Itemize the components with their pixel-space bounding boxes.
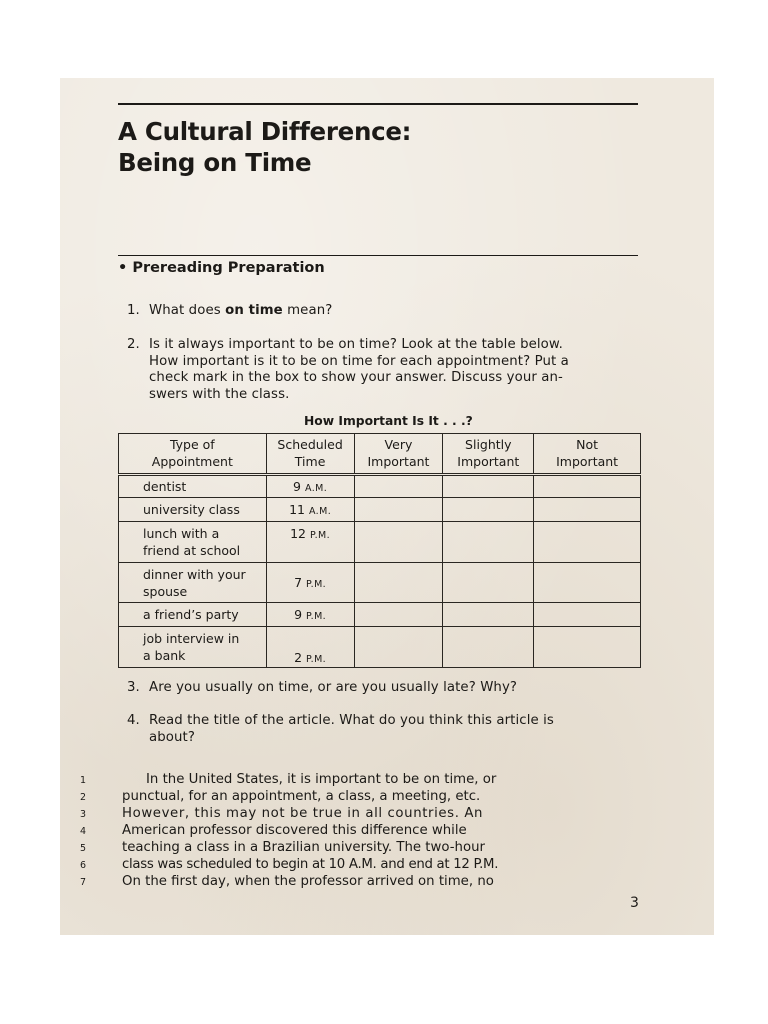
question-line: How important is it to be on time for each appointment? Put a — [149, 353, 569, 369]
question-line: check mark in the box to show your answer. Discuss your an- — [149, 370, 563, 386]
question-text — [149, 337, 569, 403]
table-caption: How Important Is It . . .? — [304, 414, 473, 428]
appointment-type: lunch with a friend at school — [119, 522, 267, 563]
appointment-type: university class — [119, 498, 267, 522]
question-line: Are you usually on time, or are you usually late? Why? — [149, 680, 518, 695]
scheduled-time: 11 A.M. — [266, 498, 354, 522]
scheduled-time: 9 A.M. — [266, 475, 354, 498]
appointment-type: dinner with your spouse — [119, 563, 267, 603]
scheduled-time: 12 P.M. — [266, 522, 354, 563]
header-not-important: Not Important — [534, 434, 641, 475]
table-row — [119, 563, 641, 603]
scheduled-time: 7 P.M. — [266, 563, 354, 603]
line-text: American professor discovered this difference while — [122, 823, 467, 838]
header-slightly-important: Slightly Important — [443, 434, 534, 475]
question-line: Read the title of the article. What do you think this article is — [149, 713, 554, 728]
header-very-important: Very Important — [354, 434, 443, 475]
question-number: 4. — [127, 713, 140, 728]
line-number: 4 — [80, 826, 87, 837]
check-box-not[interactable] — [534, 522, 641, 563]
question-2 — [127, 337, 647, 407]
appointment-type: a friend’s party — [119, 603, 267, 627]
appointment-table — [118, 433, 641, 668]
check-box-slightly[interactable] — [443, 563, 534, 603]
table-row — [119, 603, 641, 627]
line-number: 2 — [80, 792, 87, 803]
table-row — [119, 627, 641, 668]
line-text: In the United States, it is important to be on time, or — [146, 772, 497, 787]
header-type: Type of Appointment — [119, 434, 267, 475]
check-box-very[interactable] — [354, 603, 443, 627]
check-box-not[interactable] — [534, 603, 641, 627]
check-box-very[interactable] — [354, 475, 443, 498]
top-rule — [118, 103, 638, 105]
question-line: about? — [149, 729, 196, 745]
check-box-not[interactable] — [534, 627, 641, 668]
check-box-very[interactable] — [354, 522, 443, 563]
check-box-not[interactable] — [534, 498, 641, 522]
check-box-slightly[interactable] — [443, 475, 534, 498]
section-heading: • Prereading Preparation — [118, 260, 325, 276]
section-rule — [118, 255, 638, 256]
question-line: Is it always important to be on time? Look at the table below. — [149, 337, 564, 352]
line-number: 6 — [80, 860, 87, 871]
check-box-very[interactable] — [354, 498, 443, 522]
check-box-not[interactable] — [534, 475, 641, 498]
scheduled-time: 9 P.M. — [266, 603, 354, 627]
appointment-type: job interview in a bank — [119, 627, 267, 668]
line-number: 5 — [80, 843, 87, 854]
line-number: 3 — [80, 809, 87, 820]
appointment-type: dentist — [119, 475, 267, 498]
check-box-not[interactable] — [534, 563, 641, 603]
line-number: 1 — [80, 775, 87, 786]
question-text: What does on time mean? — [149, 303, 333, 318]
question-text — [149, 680, 517, 697]
scheduled-time: 2 P.M. — [266, 627, 354, 668]
question-line: swers with the class. — [149, 386, 290, 402]
line-text: class was scheduled to begin at 10 A.M. and end at 12 P.M. — [122, 857, 499, 872]
header-time: Scheduled Time — [266, 434, 354, 475]
table-header-row — [119, 434, 641, 475]
check-box-slightly[interactable] — [443, 522, 534, 563]
check-box-slightly[interactable] — [443, 627, 534, 668]
question-text — [149, 713, 554, 746]
line-text: On the first day, when the professor arrived on time, no — [122, 874, 494, 889]
check-box-very[interactable] — [354, 563, 443, 603]
question-number: 3. — [127, 680, 140, 695]
line-text: punctual, for an appointment, a class, a meeting, etc. — [122, 789, 481, 804]
table-row — [119, 475, 641, 498]
table-row — [119, 522, 641, 563]
table-row — [119, 498, 641, 522]
question-4 — [127, 713, 647, 749]
check-box-slightly[interactable] — [443, 603, 534, 627]
title-line-1: A Cultural Difference: — [118, 117, 412, 146]
check-box-very[interactable] — [354, 627, 443, 668]
check-box-slightly[interactable] — [443, 498, 534, 522]
line-number: 7 — [80, 877, 87, 888]
question-number: 1. — [127, 303, 140, 318]
title-line-2: Being on Time — [118, 148, 312, 177]
page-number: 3 — [630, 895, 639, 911]
line-text: However, this may not be true in all countries. An — [122, 806, 484, 821]
question-number: 2. — [127, 337, 140, 352]
bold-term: on time — [225, 303, 283, 318]
page-title — [118, 116, 411, 178]
line-text: teaching a class in a Brazilian university. The two-hour — [122, 840, 486, 855]
